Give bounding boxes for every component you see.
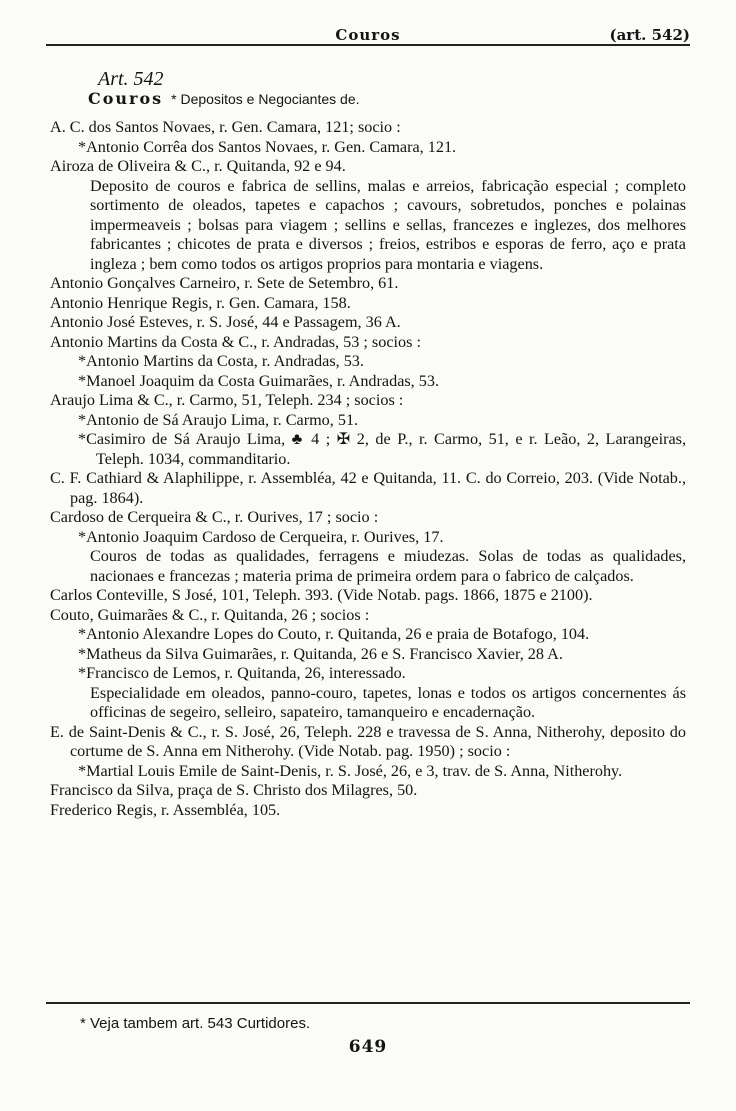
directory-entry: Couto, Guimarães & C., r. Quitanda, 26 ; socios : [50, 605, 370, 624]
partner-entry: *Antonio Alexandre Lopes do Couto, r. Quitanda, 26 e praia de Botafogo, 104. [78, 625, 590, 643]
directory-entry: Carlos Conteville, S José, 101, Teleph. 393. (Vide Notab. pags. 1866, 1875 e 2100). [50, 586, 593, 604]
directory-entry: Araujo Lima & C., r. Carmo, 51, Teleph. 234 ; socios : [50, 391, 404, 409]
directory-entry: Cardoso de Cerqueira & C., r. Ourives, 17 ; socio : [50, 508, 379, 526]
article-label: Art. 542 [98, 68, 164, 90]
partner-entry: *Antonio Corrêa dos Santos Novaes, r. Gen. Camara, 121. [78, 137, 457, 156]
partner-entry: *Martial Louis Emile de Saint-Denis, r. S. José, 26, e 3, trav. de S. Anna, Nitherohy. [78, 761, 623, 780]
entry-description: Especialidade em oleados, panno-couro, tapetes, lonas e todos os artigos concernentes ás officinas de segeiro, selleiro, sapateiro, tamanqueiro e encadernação. [90, 683, 686, 721]
partner-entry: *Casimiro de Sá Araujo Lima, ♣ 4 ; ✠ 2, de P., r. Carmo, 51, e r. Leão, 2, Larangeiras, Teleph. 1034, commanditario. [78, 430, 686, 468]
running-header-article-ref: (art. 542) [609, 26, 690, 44]
directory-entry: Frederico Regis, r. Assembléa, 105. [50, 800, 281, 819]
directory-entry: Francisco da Silva, praça de S. Christo dos Milagres, 50. [50, 781, 418, 799]
directory-entry: Antonio Henrique Regis, r. Gen. Camara, 158. [50, 293, 351, 312]
entry-description: Deposito de couros e fabrica de sellins, malas e arreios, fabricação especial ; completo sortimento de oleados, tapetes e capachos ; cavours, sobretudos, ponches e polainas impermeaveis ; bolsas para viagem ; sellins e sellas, francezes e inglezes, dos melhores fabricantes ; chicotes de prata e diversos ; freios, estribos e esporas de ferro, aço e prata ingleza ; bem como todos os artigos proprios para montaria e viagens. [90, 176, 686, 273]
partner-entry: *Antonio Joaquim Cardoso de Cerqueira, r. Ourives, 17. [78, 527, 444, 546]
running-header-title: Couros [335, 26, 401, 44]
entries-list [50, 118, 686, 820]
running-header [46, 24, 690, 46]
footer-rule [46, 1002, 690, 1004]
header-rule [46, 44, 690, 46]
directory-entry: A. C. dos Santos Novaes, r. Gen. Camara, 121; socio : [50, 118, 401, 136]
page-number: 649 [348, 1037, 388, 1057]
section-subtitle: * Depositos e Negociantes de. [171, 91, 360, 107]
partner-entry: *Antonio de Sá Araujo Lima, r. Carmo, 51. [78, 410, 359, 429]
footnote: * Veja tambem art. 543 Curtidores. [80, 1015, 311, 1032]
directory-entry: E. de Saint-Denis & C., r. S. José, 26, Teleph. 228 e travessa de S. Anna, Nitherohy, deposito do cortume de S. Anna em Nitherohy. (Vide Notab. pag. 1950) ; socio : [50, 722, 686, 760]
directory-entry: Antonio Martins da Costa & C., r. Andradas, 53 ; socios : [50, 332, 421, 351]
directory-entry: Airoza de Oliveira & C., r. Quitanda, 92 e 94. [50, 157, 346, 175]
partner-entry: *Matheus da Silva Guimarães, r. Quitanda, 26 e S. Francisco Xavier, 28 A. [78, 644, 563, 663]
section-heading-block [88, 89, 360, 109]
partner-entry: *Manoel Joaquim da Costa Guimarães, r. Andradas, 53. [78, 371, 440, 390]
partner-entry: *Francisco de Lemos, r. Quitanda, 26, interessado. [78, 664, 406, 682]
directory-entry: Antonio Gonçalves Carneiro, r. Sete de Setembro, 61. [50, 274, 399, 292]
directory-entry: Antonio José Esteves, r. S. José, 44 e Passagem, 36 A. [50, 313, 401, 331]
partner-entry: *Antonio Martins da Costa, r. Andradas, 53. [78, 352, 364, 370]
directory-entry: C. F. Cathiard & Alaphilippe, r. Assembléa, 42 e Quitanda, 11. C. do Correio, 203. (Vide Notab., pag. 1864). [50, 469, 686, 507]
entry-description: Couros de todas as qualidades, ferragens e miudezas. Solas de todas as qualidades, nacionaes e francezas ; materia prima de primeira ordem para o fabrico de calçados. [90, 547, 686, 585]
section-heading: Couros [88, 89, 164, 108]
